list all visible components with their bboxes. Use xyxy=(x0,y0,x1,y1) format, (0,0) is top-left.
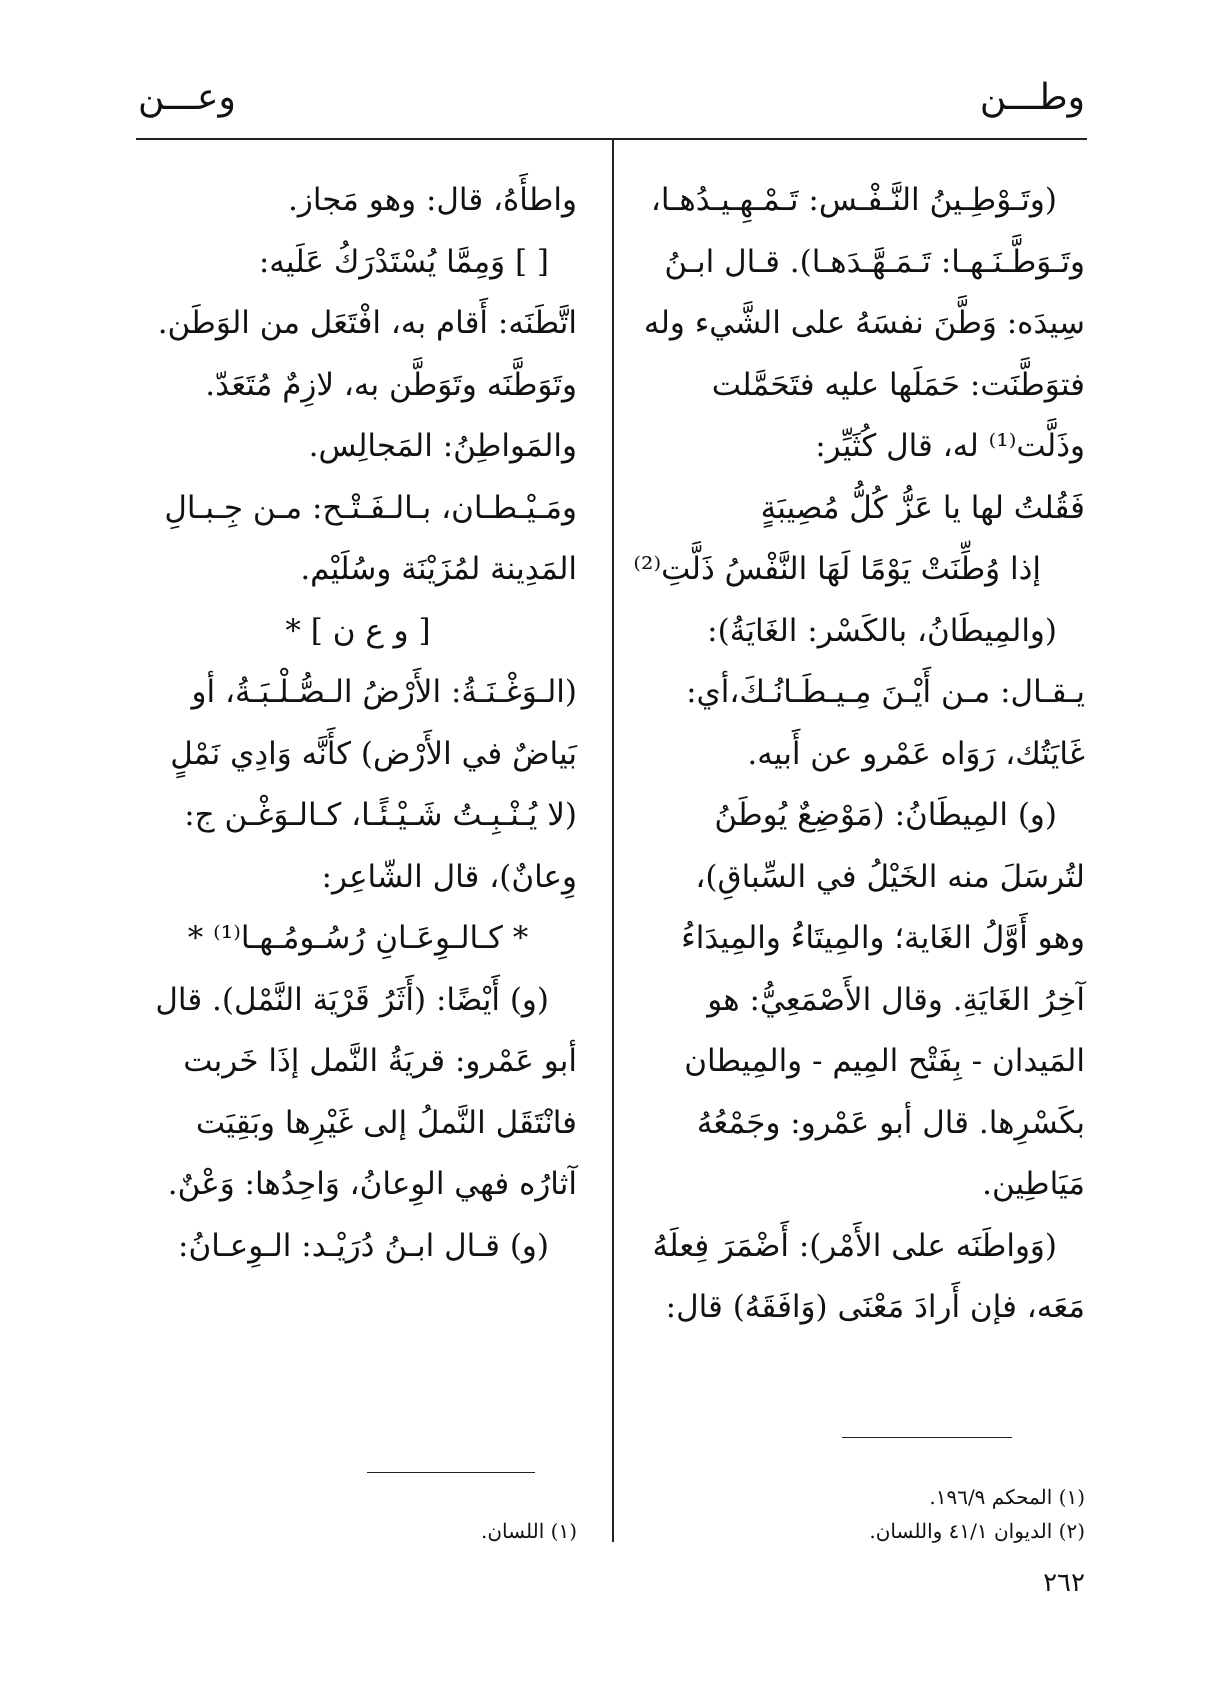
right-column-line: (وتَـوْطِـينُ النَّـفْـس: تَـمْـهِـيـدُهـا، xyxy=(650,182,1057,218)
footnote-right-1: (١) المحكم ١٩٦/٩. xyxy=(929,1485,1085,1509)
left-column xyxy=(139,170,577,1277)
left-column-line: فانْتَقَل النَّملُ إلى غَيْرِها وبَقِيَت xyxy=(195,1104,577,1141)
left-column-line: والمَواطِنُ: المَجالِس. xyxy=(308,428,577,464)
right-column-line: (و) المِيطَانُ: (مَوْضِعٌ يُوطَنُ xyxy=(714,797,1057,833)
right-column-line: آخِرُ الغَايَةِ. وقال الأَصْمَعِيُّ: هو xyxy=(707,981,1085,1018)
column-divider xyxy=(612,140,614,1542)
right-column-line: وذَلَّت⁽¹⁾ له، قال كُثَيِّر: xyxy=(815,428,1085,464)
footnote-rule-left xyxy=(367,1472,535,1473)
right-column-line: سِيدَه: وَطَّنَ نفسَهُ على الشَّيء وله xyxy=(643,305,1085,341)
right-column-line: يـقـال: مـن أَيْـنَ مِـيـطَـانُـكَ،أي: xyxy=(686,674,1085,710)
left-column-line: وتَوَطَّنَه وتَوَطَّن به، لازِمٌ مُتَعَدّ. xyxy=(205,366,577,403)
running-head-left: وعـــن xyxy=(138,77,236,118)
footnote-left-1: (١) اللسان. xyxy=(481,1519,577,1543)
left-column-line: ومَـيْـطـان، بـالـفَـتْـح: مـن جِـبـالِ xyxy=(164,489,577,526)
right-column-line: (والمِيطَانُ، بالكَسْر: الغَايَةُ): xyxy=(707,612,1057,649)
left-column-line: اتَّطَنَه: أَقام به، افْتَعَل من الوَطَن. xyxy=(157,305,577,341)
right-column-line: لتُرسَلَ منه الخَيْلُ في السِّباقِ)، xyxy=(695,858,1085,895)
right-column xyxy=(633,170,1085,1339)
left-column-line: (و) قـال ابـنُ دُرَيْـد: الـوِعـانُ: xyxy=(178,1227,549,1264)
left-column-line: بَياضٌ في الأَرْض) كأَنَّه وَادِي نَمْلٍ xyxy=(170,735,577,772)
left-column-line: المَدِينة لمُزَيْنَة وسُلَيْم. xyxy=(300,551,577,587)
page-number: ٢٦٢ xyxy=(1043,1568,1085,1598)
right-column-line: مَعَه، فإن أَرادَ مَعْنَى (وَافَقَهُ) قال: xyxy=(665,1289,1085,1325)
running-head-right: وطـــن xyxy=(979,77,1085,118)
left-column-line: * كـالـوِعَـانِ رُسُـومُـهـا⁽¹⁾ * xyxy=(187,920,529,956)
left-column-line: وِعانٌ)، قال الشّاعِر: xyxy=(321,858,577,895)
right-column-line: بكَسْرِها. قال أبو عَمْرو: وجَمْعُهُ xyxy=(696,1104,1085,1141)
right-column-line: فتوَطَّنَت: حَمَلَها عليه فتَحَمَّلت xyxy=(711,366,1085,403)
right-column-line: فَقُلتُ لها يا عَزُّ كُلُّ مُصِيبَةٍ xyxy=(760,489,1085,526)
left-column-line: (لا يُـنْـبِـتُ شَـيْـئًـا، كـالـوَغْـن ج: xyxy=(184,797,577,833)
left-column-line: (و) أَيْضًا: (أَثَرُ قَرْيَة النَّمْل). قال xyxy=(155,981,549,1018)
right-column-line: المَيدان - بِفَتْح المِيم - والمِيطان xyxy=(684,1043,1085,1079)
right-column-line: وهو أَوَّلُ الغَاية؛ والمِيتَاءُ والمِيدَاءُ xyxy=(681,920,1085,956)
footnote-right-2: (٢) الديوان ٤١/١ واللسان. xyxy=(869,1519,1085,1543)
right-column-line: غَايَتُك، رَوَاه عَمْرو عن أَبيه. xyxy=(747,735,1085,772)
left-column-line: واطأَهُ، قال: وهو مَجاز. xyxy=(288,182,577,218)
left-column-line: أبو عَمْرو: قريَةُ النَّمل إذَا خَربت xyxy=(183,1043,577,1079)
left-column-line: [ و ع ن ] * xyxy=(285,612,431,649)
left-column-line: (الـوَغْـنَـةُ: الأَرْضُ الـصُّـلْـبَـةُ، أو xyxy=(191,674,577,710)
right-column-line: وتَـوَطَّـنَـهـا: تَـمَـهَّـدَهـا). قـال ابـنُ xyxy=(664,243,1085,280)
right-column-line: مَيَاطِين. xyxy=(982,1166,1085,1202)
left-column-line: آثارُه فهي الوِعانُ، وَاحِدُها: وَعْنٌ. xyxy=(167,1166,577,1202)
left-column-line: [ ] وَمِمَّا يُسْتَدْرَكُ عَلَيه: xyxy=(258,243,549,280)
right-column-line: (وَواطَنَه على الأَمْر): أَضْمَرَ فِعلَهُ xyxy=(652,1227,1057,1264)
right-column-line: إذا وُطِّنَتْ يَوْمًا لَهَا النَّفْسُ ذَلَّتِ⁽²⁾ xyxy=(633,551,1041,587)
footnote-rule-right xyxy=(842,1437,1012,1438)
